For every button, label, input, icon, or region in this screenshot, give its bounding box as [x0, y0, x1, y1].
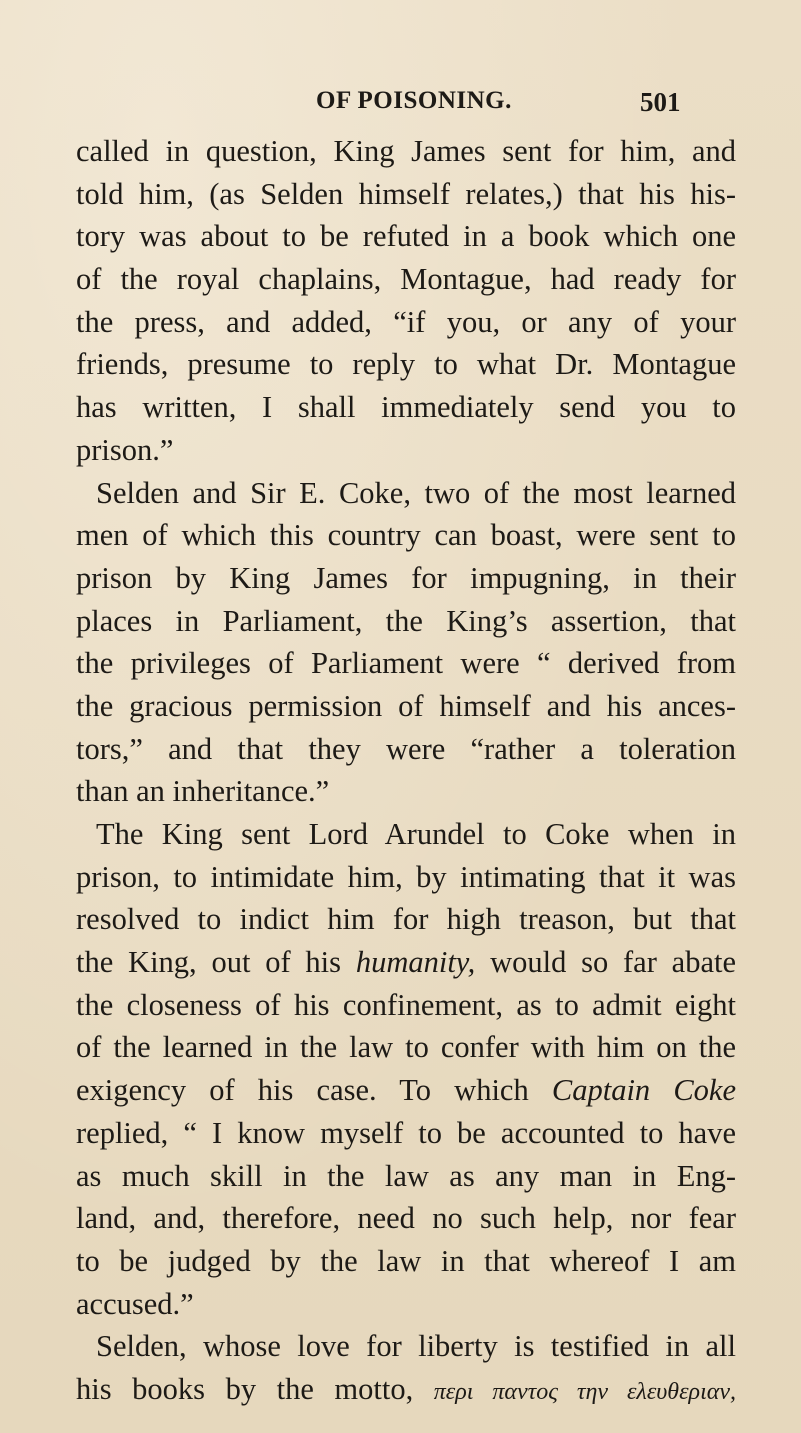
- text-line: [76, 472, 736, 515]
- text-segment: the press, and added, “if you, or any of your: [76, 304, 736, 339]
- text-segment: places in Parliament, the King’s assertion, that: [76, 603, 736, 638]
- greek-motto: περι παντος την ελευθεριαν,: [433, 1378, 736, 1405]
- text-line: [76, 685, 736, 728]
- text-segment: tors,” and that they were “rather a toleration: [76, 731, 736, 766]
- text-segment: his books by the motto,: [76, 1371, 434, 1406]
- text-segment: prison.”: [76, 432, 174, 467]
- text-segment: called in question, King James sent for him, and: [76, 134, 736, 168]
- text-segment: prison by King James for impugning, in their: [76, 560, 736, 595]
- text-segment: exigency of his case. To which: [76, 1073, 552, 1108]
- text-segment: as much skill in the law as any man in Eng-: [76, 1158, 736, 1193]
- running-head: [0, 87, 801, 127]
- text-line: [76, 386, 736, 429]
- text-segment: friends, presume to reply to what Dr. Montague: [76, 347, 736, 382]
- text-segment: men of which this country can boast, were sent to: [76, 518, 736, 553]
- text-line: [76, 173, 736, 216]
- text-segment: to be judged by the law in that whereof I am: [76, 1243, 736, 1278]
- text-segment: has written, I shall immediately send you to: [76, 390, 736, 425]
- text-segment: accused.”: [76, 1286, 194, 1321]
- text-line: [76, 1240, 736, 1283]
- text-line: [76, 941, 736, 984]
- text-segment: of the royal chaplains, Montague, had ready for: [76, 262, 736, 297]
- text-line: [76, 258, 736, 301]
- text-line: [76, 1026, 736, 1069]
- text-line: [76, 343, 736, 386]
- italic-text: humanity,: [355, 945, 476, 980]
- italic-text: Captain Coke: [551, 1073, 736, 1108]
- text-line: [76, 898, 736, 941]
- text-segment: the privileges of Parliament were “ derived from: [76, 646, 736, 681]
- text-line: [76, 1112, 736, 1155]
- text-segment: the gracious permission of himself and his ances-: [76, 688, 736, 723]
- text-segment: the King, out of his: [76, 945, 356, 980]
- text-segment: prison, to intimidate him, by intimating that it was: [76, 859, 736, 894]
- text-segment: of the learned in the law to confer with him on the: [76, 1030, 736, 1065]
- text-line: [76, 1069, 736, 1112]
- text-line: [76, 514, 736, 557]
- text-line: [76, 1283, 736, 1326]
- text-line: [76, 301, 736, 344]
- text-line: [76, 984, 736, 1027]
- text-segment: would so far abate: [475, 945, 736, 980]
- text-segment: land, and, therefore, need no such help, nor fear: [76, 1201, 736, 1236]
- page-number: 501: [640, 87, 681, 117]
- text-line: [76, 728, 736, 771]
- text-segment: The King sent Lord Arundel to Coke when in: [96, 817, 736, 851]
- text-line: [76, 856, 736, 899]
- text-line: [76, 1325, 736, 1368]
- text-segment: the closeness of his confinement, as to admit eight: [76, 987, 736, 1022]
- running-head-title: OF POISONING.: [316, 87, 512, 114]
- text-line: [76, 1368, 736, 1411]
- text-segment: told him, (as Selden himself relates,) that his his-: [76, 176, 736, 211]
- text-line: [76, 215, 736, 258]
- text-line: [76, 557, 736, 600]
- text-line: [76, 600, 736, 643]
- text-line: [76, 770, 736, 813]
- text-line: [76, 813, 736, 856]
- text-line: [76, 642, 736, 685]
- text-line: [76, 1197, 736, 1240]
- text-segment: resolved to indict him for high treason, but that: [76, 902, 736, 937]
- text-segment: than an inheritance.”: [76, 774, 330, 809]
- text-line: [76, 429, 736, 472]
- text-segment: replied, “ I know myself to be accounted to have: [76, 1115, 736, 1150]
- text-line: [76, 1155, 736, 1198]
- body-text: [76, 130, 736, 1411]
- text-segment: Selden and Sir E. Coke, two of the most learned: [96, 475, 736, 510]
- text-segment: Selden, whose love for liberty is testified in all: [96, 1329, 736, 1364]
- text-line: [76, 130, 736, 173]
- text-segment: tory was about to be refuted in a book which one: [76, 219, 736, 254]
